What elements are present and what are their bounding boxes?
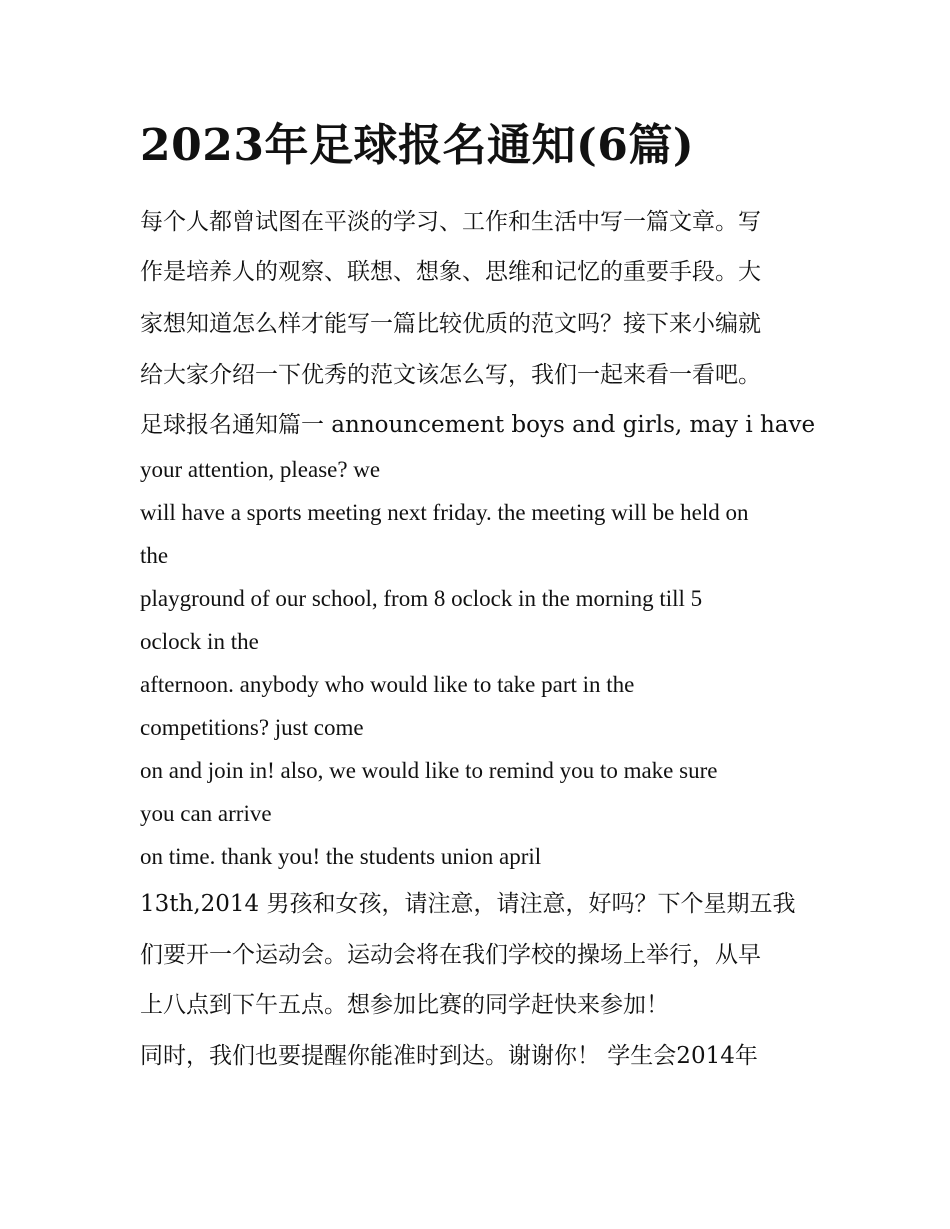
text-line: 给大家介绍一下优秀的范文该怎么写，我们一起来看一看吧。 (140, 362, 761, 388)
text-line: 同时，我们也要提醒你能准时到达。谢谢你！ 学生会2014年 (140, 1043, 758, 1069)
page-title: 2023年足球报名通知(6篇) (140, 120, 695, 171)
text-line: 上八点到下午五点。想参加比赛的同学赶快来参加！ (140, 992, 669, 1018)
text-line: 作是培养人的观察、联想、想象、思维和记忆的重要手段。大 (140, 259, 761, 285)
text-line: oclock in the (140, 629, 259, 654)
text-line: afternoon. anybody who would like to take part in the (140, 672, 635, 697)
text-line: 足球报名通知篇一 announcement boys and girls, may i have (140, 412, 816, 438)
text-line: 们要开一个运动会。运动会将在我们学校的操场上举行，从早 (140, 942, 761, 968)
text-line: on and join in! also, we would like to remind you to make sure (140, 758, 718, 783)
text-line: the (140, 543, 169, 568)
text-line: you can arrive (140, 801, 272, 826)
text-line: playground of our school, from 8 oclock in the morning till 5 (140, 586, 703, 611)
text-line: your attention, please? we (140, 457, 381, 482)
text-line: 每个人都曾试图在平淡的学习、工作和生活中写一篇文章。写 (140, 209, 761, 235)
text-line: on time. thank you! the students union april (140, 844, 542, 869)
text-line: 13th,2014 男孩和女孩，请注意，请注意，好吗？下个星期五我 (140, 891, 796, 917)
text-line: 家想知道怎么样才能写一篇比较优质的范文吗？接下来小编就 (140, 311, 761, 337)
text-line: will have a sports meeting next friday. the meeting will be held on (140, 500, 749, 525)
text-line: competitions? just come (140, 715, 364, 740)
